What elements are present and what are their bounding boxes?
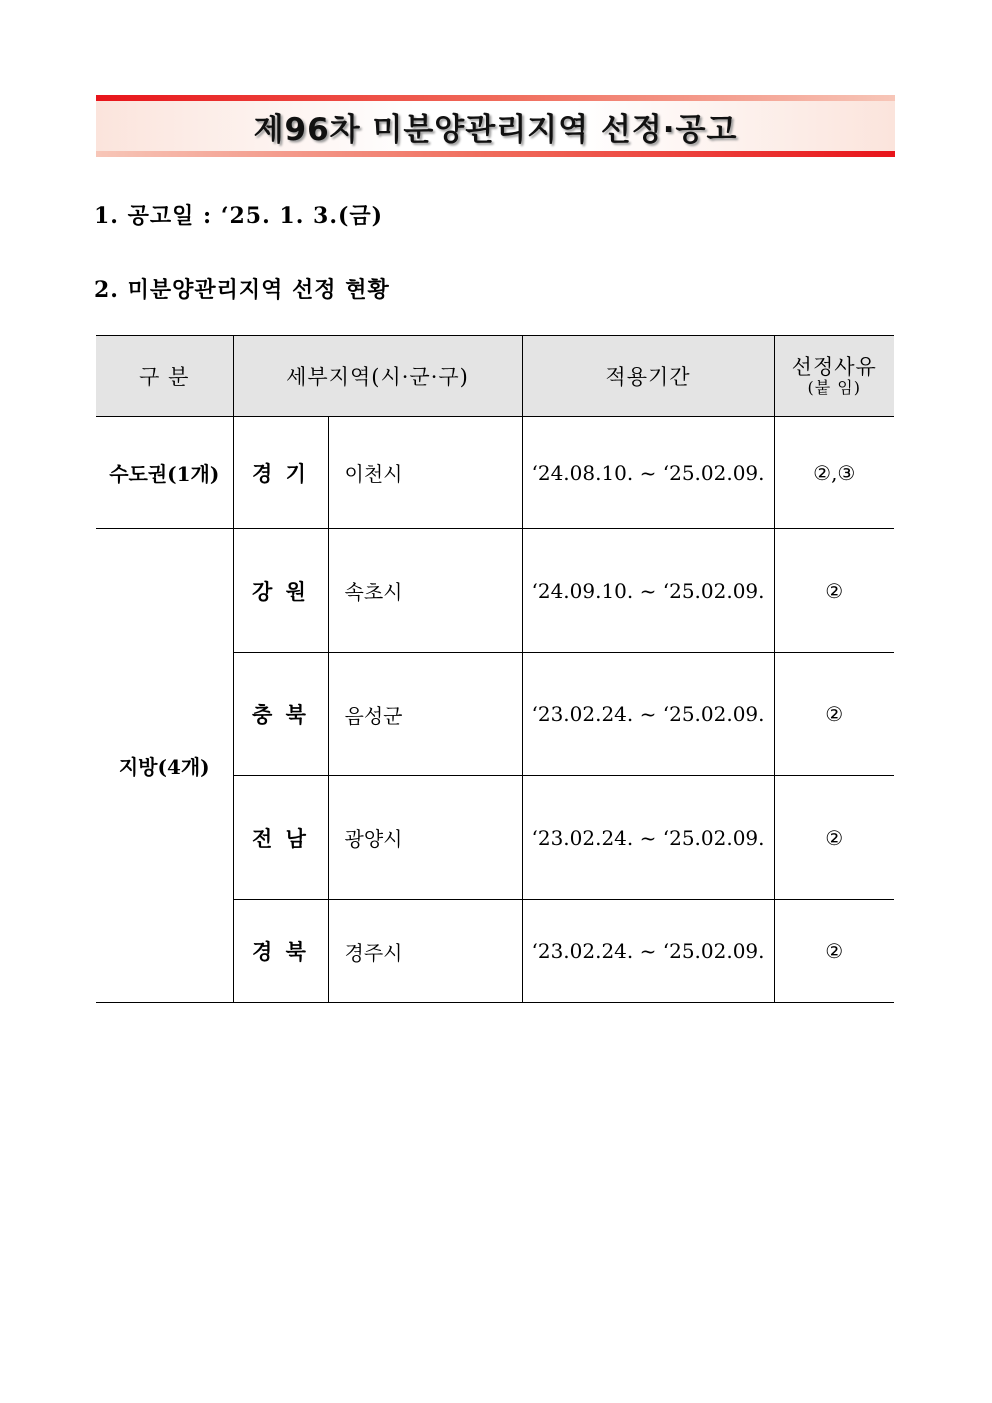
title-bar-bottom: [96, 151, 895, 157]
group-label-provincial: 지방(4개): [96, 529, 233, 1003]
region-cell: 경 북: [233, 900, 328, 1003]
reason-cell: ②: [774, 529, 894, 653]
region-cell: 경 기: [233, 417, 328, 529]
region-cell: 강 원: [233, 529, 328, 653]
header-reason: [774, 336, 894, 417]
page-title: 제96차 미분양관리지역 선정·공고: [253, 111, 738, 148]
period-cell: ‘23.02.24. ~ ‘25.02.09.: [522, 776, 774, 900]
header-period: 적용기간: [522, 336, 774, 417]
region-cell: 충 북: [233, 653, 328, 776]
period-cell: ‘23.02.24. ~ ‘25.02.09.: [522, 900, 774, 1003]
group-label-capital: 수도권(1개): [96, 417, 233, 529]
designation-status-heading: 2. 미분양관리지역 선정 현황: [94, 277, 390, 303]
city-cell: 음성군: [328, 653, 522, 776]
table-row: [96, 529, 894, 653]
header-subregion: 세부지역(시·군·구): [233, 336, 522, 417]
reason-cell: ②,③: [774, 417, 894, 529]
designation-table-wrapper: [96, 335, 894, 1003]
reason-cell: ②: [774, 900, 894, 1003]
city-cell: 광양시: [328, 776, 522, 900]
header-reason-sub: (붙 임): [807, 378, 861, 397]
city-cell: 이천시: [328, 417, 522, 529]
city-cell: 경주시: [328, 900, 522, 1003]
city-cell: 속초시: [328, 529, 522, 653]
table-header-row: [96, 336, 894, 417]
header-category: 구 분: [96, 336, 233, 417]
period-cell: ‘24.09.10. ~ ‘25.02.09.: [522, 529, 774, 653]
announcement-date-heading: 1. 공고일 : ‘25. 1. 3.(금): [94, 203, 384, 229]
title-banner: [96, 95, 895, 157]
designation-table: [96, 335, 894, 1003]
reason-cell: ②: [774, 653, 894, 776]
reason-cell: ②: [774, 776, 894, 900]
period-cell: ‘24.08.10. ~ ‘25.02.09.: [522, 417, 774, 529]
period-cell: ‘23.02.24. ~ ‘25.02.09.: [522, 653, 774, 776]
region-cell: 전 남: [233, 776, 328, 900]
header-reason-label: 선정사유: [791, 355, 877, 379]
table-row: [96, 417, 894, 529]
